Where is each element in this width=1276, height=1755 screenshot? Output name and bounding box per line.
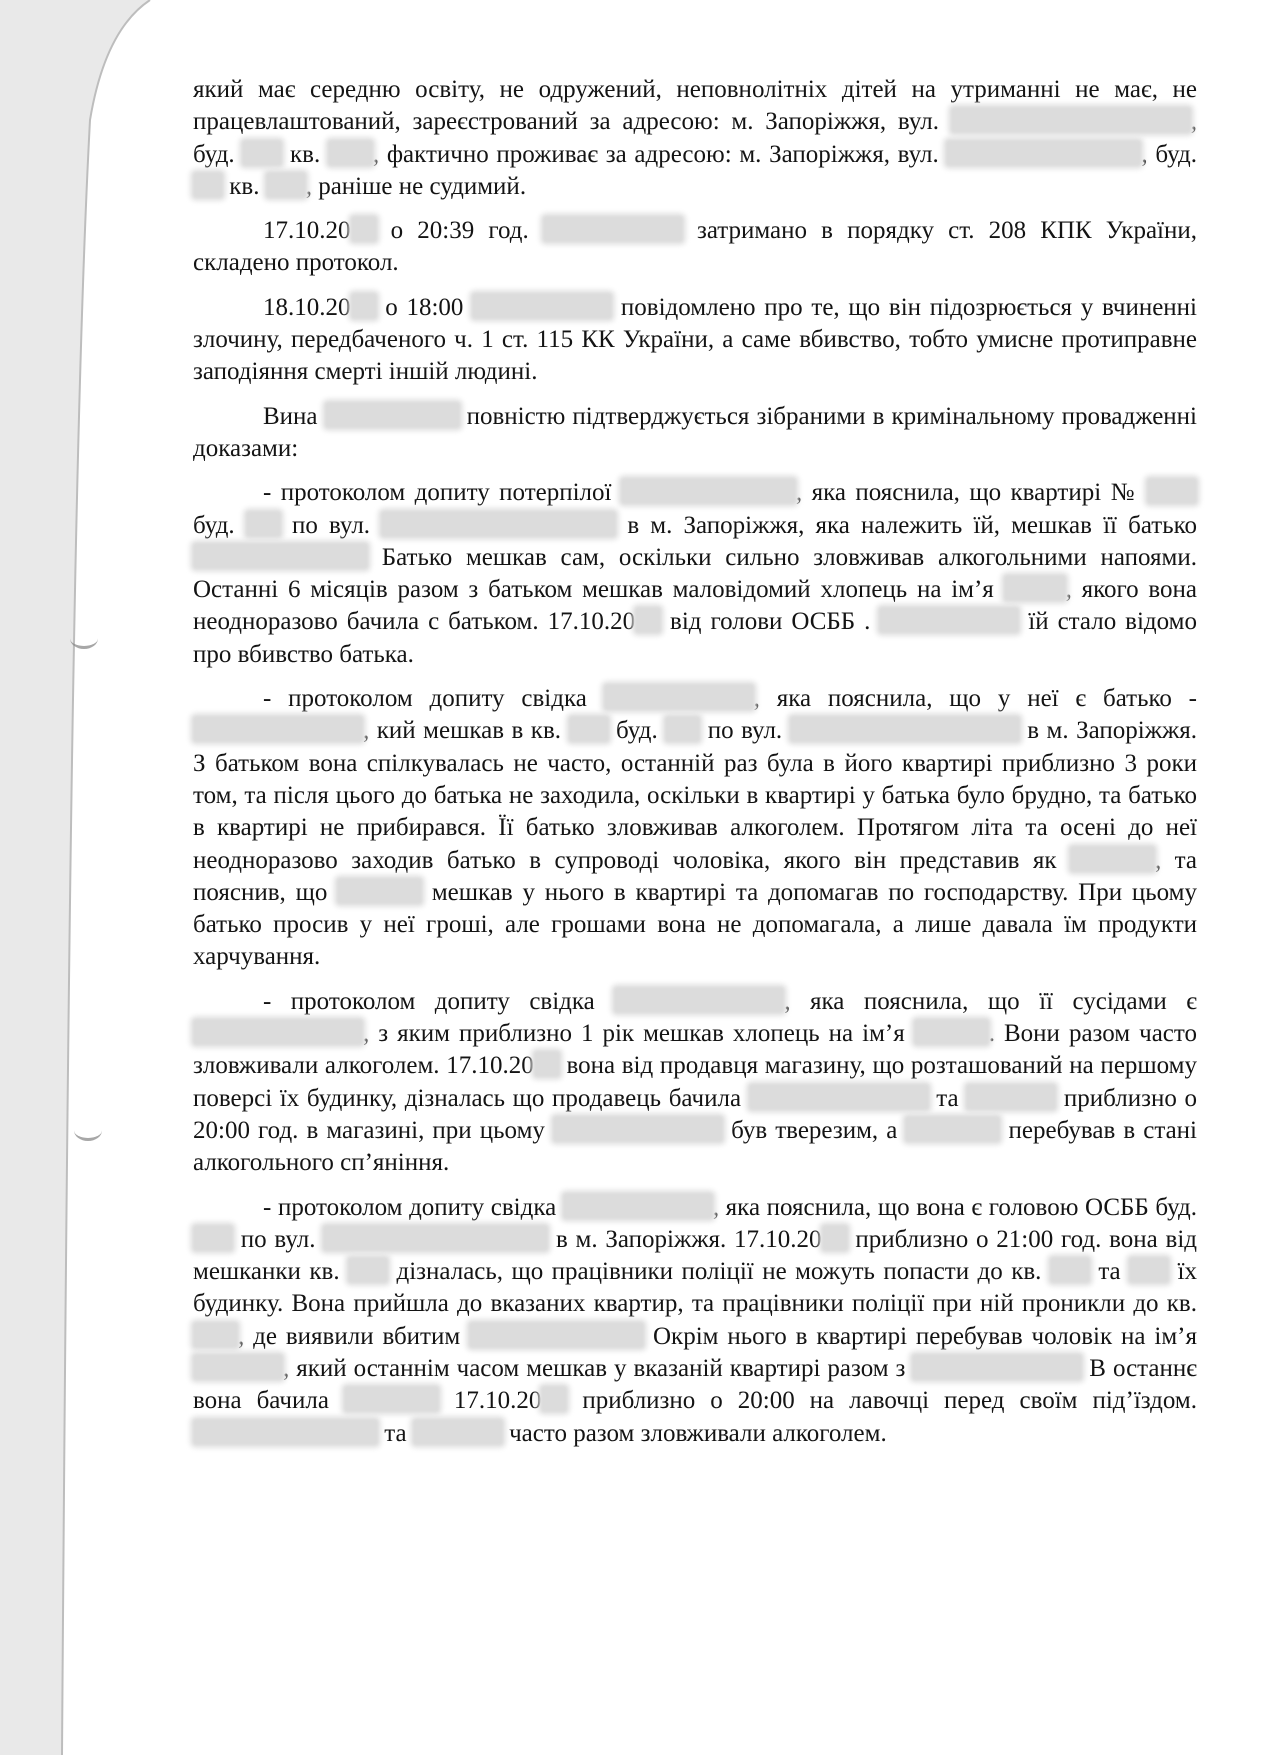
redacted-text	[914, 1019, 989, 1045]
paragraph-text: та	[1089, 1258, 1130, 1286]
paragraph-text: буд.	[608, 717, 666, 745]
redacted-text	[242, 140, 282, 166]
paragraph-text: який має середню освіту, не одружений, неповнолітніх дітей на утриманні не має, не працевлаштований, зареєстрований за адресою: м. Запоріжжя, вул.	[193, 76, 1197, 136]
paragraph-text: Батько мешкав сам, оскільки сильно зловживав алкогольними напоями. Останні 6 місяців разом з батьком мешкав маловідомий хлопець на ім’я	[193, 543, 1197, 604]
redacted-text	[328, 140, 373, 166]
paragraph-text: , який останнім часом мешкав у вказаній квартирі разом з	[283, 1354, 913, 1382]
paragraph-text: приблизно о 21:00 год. вона від мешканки кв.	[193, 1225, 1197, 1286]
paragraph-text: о 18:00	[376, 293, 473, 321]
redacted-text	[569, 716, 609, 742]
redacted-text	[193, 1419, 378, 1445]
redacted-text	[534, 1051, 560, 1077]
paragraph-text: по вул.	[280, 511, 382, 539]
paragraph-text: , раніше не судимий.	[305, 172, 527, 200]
paragraph-text: - протоколом допиту свідка	[263, 685, 604, 713]
redacted-text	[193, 716, 363, 742]
paragraph-text: , де виявили вбитим	[238, 1322, 470, 1350]
paragraph-text: 17.10.20	[263, 217, 351, 245]
redacted-text	[351, 216, 377, 242]
paragraph-text: по вул.	[233, 1225, 324, 1253]
paragraph-text: , з яким приблизно 1 рік мешкав хлопець на ім’я	[363, 1020, 914, 1048]
paragraph-text: 17.10.20	[438, 1387, 542, 1415]
paragraph-text: , та пояснив, що	[193, 846, 1198, 906]
redacted-text	[905, 1116, 1000, 1142]
paragraph-text: вона від продавця магазину, що розташований на першому поверсі їх будинку, дізналась що продавець бачила	[193, 1052, 1198, 1112]
redacted-text	[951, 107, 1191, 133]
paragraph-text: та	[928, 1084, 967, 1112]
redacted-text	[621, 478, 796, 504]
redacted-text	[541, 1386, 567, 1412]
redacted-text	[1004, 575, 1066, 601]
redacted-text	[790, 716, 1020, 742]
paragraph-text: їй стало відомо про вбивство батька.	[193, 608, 1197, 668]
redacted-text	[822, 1225, 848, 1251]
paragraph-text: , яка пояснила, що у неї є батько -	[753, 685, 1198, 713]
redacted-text	[193, 1225, 233, 1251]
paragraph-text: в м. Запоріжжя. 17.10.20	[548, 1225, 822, 1253]
redacted-text	[351, 293, 377, 319]
redacted-text	[543, 216, 683, 242]
paragraph-text: їх будинку. Вона прийшла до вказаних квартир, та працівники поліції при ній проникли до кв.	[193, 1258, 1197, 1318]
redacted-text	[193, 1354, 283, 1380]
redacted-text	[604, 684, 754, 710]
paragraph-text: , буд.	[193, 108, 1197, 168]
redacted-text	[193, 1322, 238, 1348]
redacted-text	[193, 543, 368, 569]
paragraph-text: , фактично проживає за адресою: м. Запоріжжя, вул.	[372, 140, 947, 168]
redacted-text	[348, 1257, 388, 1283]
paragraph-text: та	[378, 1419, 413, 1447]
redacted-text	[553, 1116, 723, 1142]
paragraph-text: о 20:39 год.	[376, 217, 543, 245]
paragraph-text: приблизно о 20:00 год. в магазині, при цьому	[193, 1084, 1197, 1144]
redacted-text	[879, 607, 1019, 633]
paragraph-text: , яка пояснила, що вона є головою ОСББ буд.	[712, 1193, 1198, 1221]
redacted-text	[946, 140, 1141, 166]
redacted-text	[413, 1419, 503, 1445]
redacted-text	[912, 1354, 1082, 1380]
paragraph-text: , кий мешкав в кв.	[363, 717, 569, 745]
redacted-text	[1129, 1257, 1169, 1283]
binder-hole-mark	[74, 1120, 102, 1141]
paragraph-text: , буд.	[1141, 140, 1198, 168]
paragraph-text: в м. Запоріжжя, яка належить їй, мешкав її батько	[616, 511, 1197, 539]
paragraph-text: , якого вона неодноразово бачила с батьком. 17.10.20	[193, 576, 1197, 636]
paragraph-p8	[193, 1192, 1197, 1450]
paragraph-text: , яка пояснила, що її сусідами є	[784, 987, 1197, 1015]
paragraph-text: затримано в порядку ст. 208 КПК України, складено протокол.	[193, 217, 1197, 277]
redacted-text	[469, 1322, 644, 1348]
redacted-text	[246, 511, 281, 537]
paragraph-text: буд.	[193, 511, 246, 539]
redacted-text	[337, 878, 422, 904]
paragraph-text: приблизно о 20:00 на лавочці перед своїм під’їздом.	[567, 1387, 1197, 1415]
redacted-text	[563, 1193, 713, 1219]
paragraph-text: мешкав у нього в квартирі та допомагав по господарству. При цьому батько просив у неї гроші, але грошами вона не допомагала, а лише давала їм продукти харчування.	[193, 878, 1197, 971]
redacted-text	[1050, 1257, 1090, 1283]
redacted-text	[381, 511, 616, 537]
paragraph-text: дізналась, що працівники поліції не можуть попасти до кв.	[388, 1258, 1050, 1286]
paragraph-text: часто разом зловживали алкоголем.	[502, 1419, 887, 1447]
redacted-text	[472, 293, 612, 319]
paragraph-text: кв.	[223, 172, 266, 200]
redacted-text	[193, 172, 223, 198]
paragraph-p4	[193, 401, 1197, 466]
paragraph-text: - протоколом допиту свідка	[263, 987, 615, 1015]
paragraph-p3	[193, 292, 1197, 389]
redacted-text	[1147, 478, 1197, 504]
paragraph-text: від голови ОСББ .	[661, 608, 880, 636]
redacted-text	[193, 1019, 363, 1045]
paragraph-text: , яка пояснила, що квартирі №	[795, 479, 1148, 507]
paragraph-p5	[193, 477, 1197, 671]
paragraph-text: Вина	[263, 402, 325, 430]
redacted-text	[665, 716, 700, 742]
paragraph-p6	[193, 683, 1197, 974]
paragraph-p7	[193, 986, 1197, 1180]
paragraph-text: - протоколом допиту потерпілої	[263, 479, 621, 507]
redacted-text	[614, 987, 784, 1013]
paragraph-text: перебував в стані алкогольного сп’яніння.	[193, 1116, 1197, 1177]
redacted-text	[966, 1084, 1056, 1110]
paragraph-text: Окрім нього в квартирі перебував чоловік на ім’я	[644, 1322, 1198, 1350]
paragraph-text: кв.	[282, 140, 328, 168]
redacted-text	[749, 1084, 929, 1110]
binder-hole-mark	[70, 628, 98, 649]
redacted-text	[325, 402, 460, 428]
redacted-text	[344, 1386, 439, 1412]
paragraph-text: по вул.	[700, 717, 790, 745]
paragraph-p2	[193, 215, 1197, 280]
paragraph-text: 18.10.20	[263, 293, 351, 321]
paragraph-text: повідомлено про те, що він підозрюється у вчиненні злочину, передбаченого ч. 1 ст. 115 КК України, а саме вбивство, тобто умисне протиправне заподіяння смерті іншій людині.	[193, 293, 1197, 386]
redacted-text	[323, 1225, 548, 1251]
paragraph-text: В останнє вона бачила	[193, 1354, 1197, 1415]
paragraph-text: в м. Запоріжжя. З батьком вона спілкувалась не часто, останній раз була в його квартирі приблизно 3 роки том, та після цього до батька не заходила, оскільки в квартирі у батька було брудно, та батько в квартирі не прибирався. Її батько зловживав алкоголем. Протягом літа та осені до неї неодноразово заходив батько в супроводі чоловіка, якого він представив як	[193, 717, 1198, 874]
paragraph-p1	[193, 74, 1197, 203]
paragraph-text: . Вони разом часто зловживали алкоголем. 17.10.20	[193, 1020, 1197, 1080]
document-body	[193, 74, 1197, 1450]
redacted-text	[635, 607, 661, 633]
redacted-text	[266, 172, 306, 198]
redacted-text	[1070, 846, 1155, 872]
paragraph-text: повністю підтверджується зібраними в кримінальному провадженні доказами:	[193, 402, 1197, 462]
paragraph-text: - протоколом допиту свідка	[263, 1193, 563, 1221]
paragraph-text: був тверезим, а	[723, 1116, 906, 1144]
